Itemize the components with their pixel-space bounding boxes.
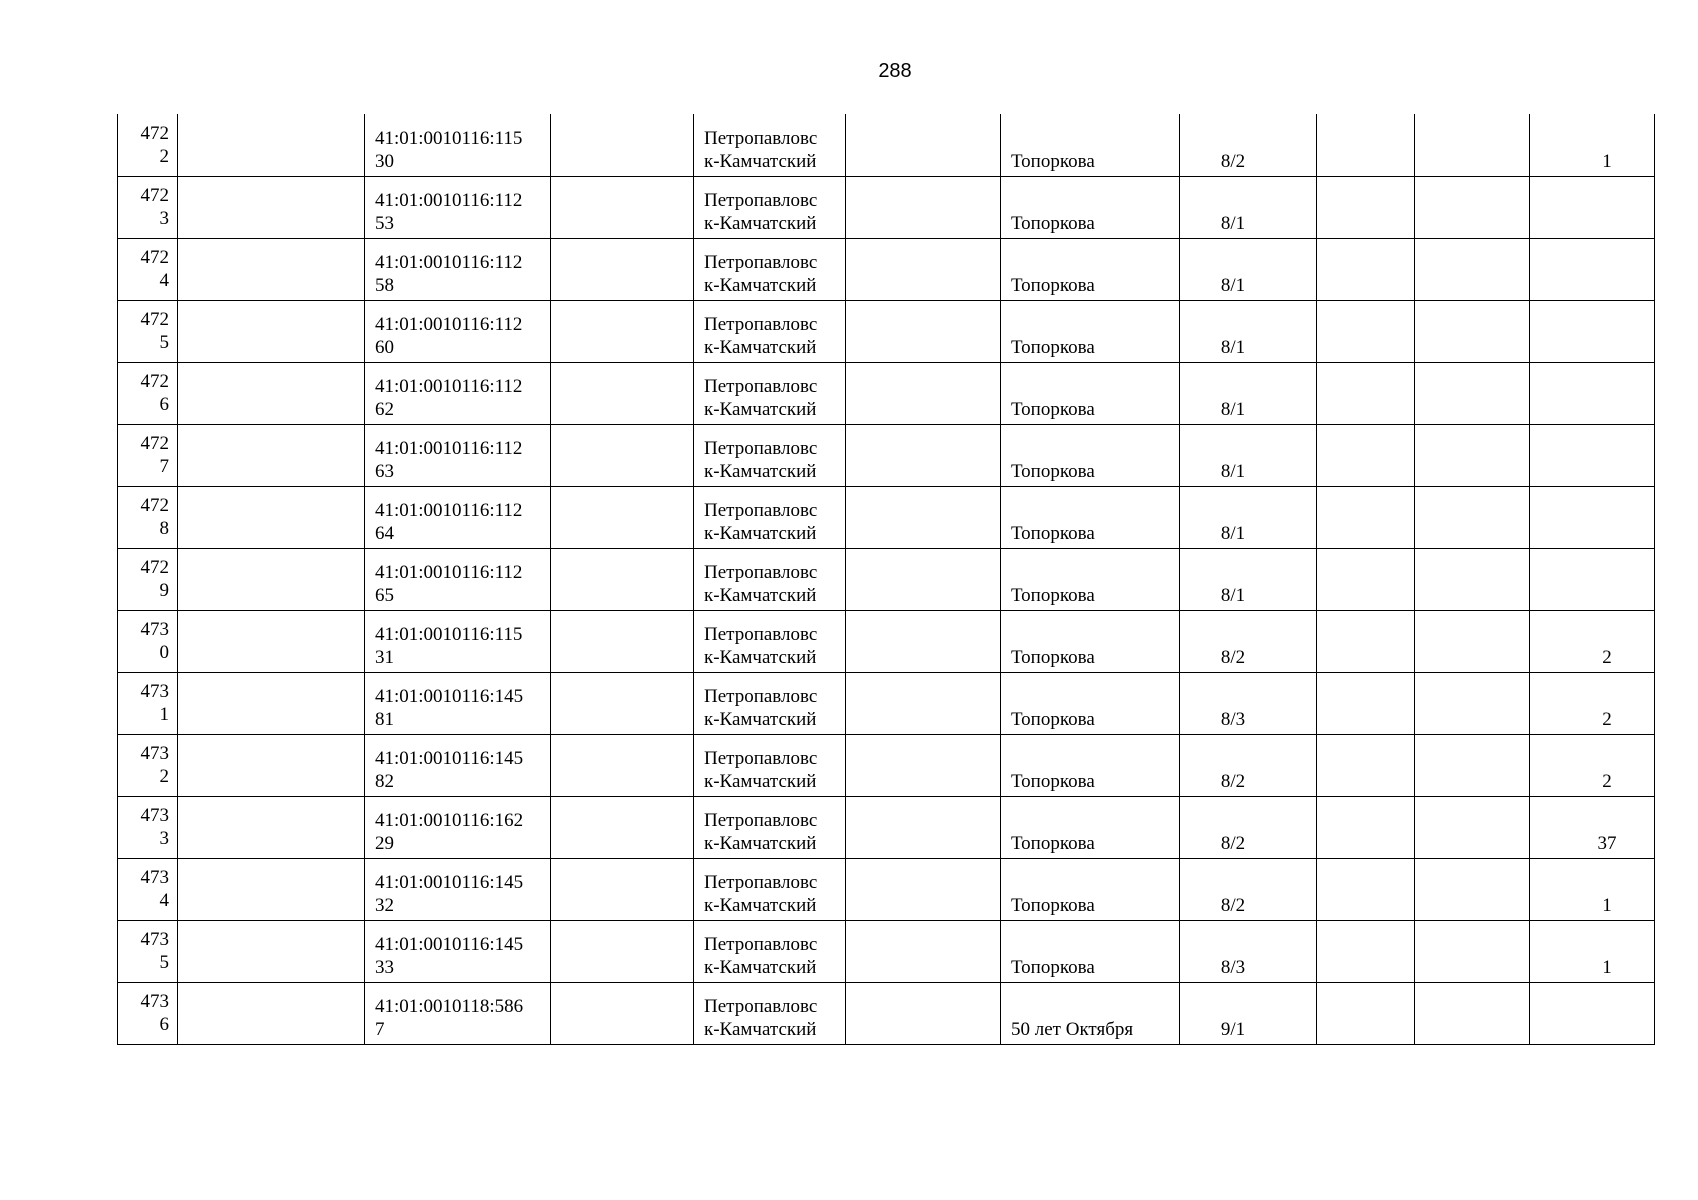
cadastral-number-cell: 41:01:0010116:112 65 <box>365 548 551 610</box>
row-number-cell <box>118 238 178 300</box>
street-cell: Топоркова <box>1001 858 1180 920</box>
row-number: 473 3 <box>140 804 169 849</box>
empty-cell <box>1317 672 1415 734</box>
empty-cell <box>846 858 1001 920</box>
table-row <box>118 362 1655 424</box>
empty-cell <box>846 672 1001 734</box>
empty-cell <box>846 300 1001 362</box>
empty-cell <box>551 424 694 486</box>
table-row <box>118 176 1655 238</box>
empty-cell <box>178 362 365 424</box>
empty-cell <box>178 982 365 1044</box>
table-row <box>118 982 1655 1044</box>
city-cell: Петропавловс к-Камчатский <box>694 486 846 548</box>
house-number-cell: 8/1 <box>1180 300 1317 362</box>
street-cell: Топоркова <box>1001 300 1180 362</box>
empty-cell <box>1317 114 1415 176</box>
city-cell: Петропавловс к-Камчатский <box>694 672 846 734</box>
empty-cell <box>1415 858 1530 920</box>
empty-cell <box>1317 238 1415 300</box>
empty-cell <box>551 114 694 176</box>
quantity-cell <box>1530 176 1655 238</box>
table-row <box>118 920 1655 982</box>
row-number: 472 9 <box>140 556 169 601</box>
quantity-cell: 2 <box>1530 734 1655 796</box>
table-row <box>118 796 1655 858</box>
street-cell: Топоркова <box>1001 114 1180 176</box>
cadastral-number-cell: 41:01:0010116:112 58 <box>365 238 551 300</box>
city-cell: Петропавловс к-Камчатский <box>694 796 846 858</box>
quantity-cell <box>1530 238 1655 300</box>
page-number: 288 <box>878 60 912 82</box>
quantity-cell: 1 <box>1530 858 1655 920</box>
quantity-cell <box>1530 362 1655 424</box>
empty-cell <box>551 610 694 672</box>
quantity-cell: 2 <box>1530 610 1655 672</box>
empty-cell <box>551 362 694 424</box>
empty-cell <box>178 114 365 176</box>
street-cell: Топоркова <box>1001 672 1180 734</box>
empty-cell <box>1415 238 1530 300</box>
house-number-cell: 8/2 <box>1180 734 1317 796</box>
city-cell: Петропавловс к-Камчатский <box>694 858 846 920</box>
house-number-cell: 9/1 <box>1180 982 1317 1044</box>
street-cell: Топоркова <box>1001 796 1180 858</box>
row-number-cell <box>118 858 178 920</box>
empty-cell <box>178 734 365 796</box>
empty-cell <box>551 858 694 920</box>
quantity-cell: 1 <box>1530 920 1655 982</box>
city-cell: Петропавловс к-Камчатский <box>694 238 846 300</box>
empty-cell <box>551 796 694 858</box>
table-row <box>118 672 1655 734</box>
quantity-cell <box>1530 300 1655 362</box>
empty-cell <box>1317 796 1415 858</box>
street-cell: Топоркова <box>1001 548 1180 610</box>
registry-table-body <box>118 114 1655 1044</box>
row-number-cell <box>118 796 178 858</box>
registry-table <box>117 114 1655 1045</box>
empty-cell <box>178 920 365 982</box>
row-number: 473 1 <box>140 680 169 725</box>
quantity-cell: 37 <box>1530 796 1655 858</box>
empty-cell <box>551 176 694 238</box>
empty-cell <box>846 796 1001 858</box>
empty-cell <box>1317 176 1415 238</box>
row-number-cell <box>118 424 178 486</box>
city-cell: Петропавловс к-Камчатский <box>694 424 846 486</box>
empty-cell <box>1415 424 1530 486</box>
row-number-cell <box>118 362 178 424</box>
quantity-cell <box>1530 548 1655 610</box>
house-number-cell: 8/3 <box>1180 672 1317 734</box>
row-number: 473 2 <box>140 742 169 787</box>
cadastral-number-cell: 41:01:0010116:112 53 <box>365 176 551 238</box>
empty-cell <box>1317 486 1415 548</box>
empty-cell <box>1317 982 1415 1044</box>
street-cell: 50 лет Октября <box>1001 982 1180 1044</box>
empty-cell <box>1317 300 1415 362</box>
empty-cell <box>1415 920 1530 982</box>
empty-cell <box>1415 548 1530 610</box>
city-cell: Петропавловс к-Камчатский <box>694 982 846 1044</box>
house-number-cell: 8/1 <box>1180 362 1317 424</box>
empty-cell <box>178 796 365 858</box>
quantity-cell: 1 <box>1530 114 1655 176</box>
empty-cell <box>846 610 1001 672</box>
quantity-cell <box>1530 424 1655 486</box>
empty-cell <box>1317 858 1415 920</box>
row-number-cell <box>118 486 178 548</box>
city-cell: Петропавловс к-Камчатский <box>694 734 846 796</box>
empty-cell <box>846 486 1001 548</box>
table-row <box>118 238 1655 300</box>
cadastral-number-cell: 41:01:0010116:145 32 <box>365 858 551 920</box>
table-row <box>118 858 1655 920</box>
row-number: 472 7 <box>140 432 169 477</box>
row-number-cell <box>118 114 178 176</box>
empty-cell <box>1415 300 1530 362</box>
empty-cell <box>178 300 365 362</box>
city-cell: Петропавловс к-Камчатский <box>694 176 846 238</box>
empty-cell <box>551 982 694 1044</box>
row-number-cell <box>118 610 178 672</box>
empty-cell <box>551 486 694 548</box>
row-number-cell <box>118 300 178 362</box>
street-cell: Топоркова <box>1001 424 1180 486</box>
row-number: 472 3 <box>140 184 169 229</box>
empty-cell <box>551 300 694 362</box>
cadastral-number-cell: 41:01:0010116:112 64 <box>365 486 551 548</box>
house-number-cell: 8/1 <box>1180 424 1317 486</box>
empty-cell <box>551 920 694 982</box>
empty-cell <box>1317 610 1415 672</box>
empty-cell <box>1317 548 1415 610</box>
empty-cell <box>846 424 1001 486</box>
row-number: 473 5 <box>140 928 169 973</box>
empty-cell <box>1415 734 1530 796</box>
empty-cell <box>178 548 365 610</box>
empty-cell <box>1317 920 1415 982</box>
cadastral-number-cell: 41:01:0010116:115 30 <box>365 114 551 176</box>
empty-cell <box>846 734 1001 796</box>
empty-cell <box>551 734 694 796</box>
row-number: 473 6 <box>140 990 169 1035</box>
empty-cell <box>846 362 1001 424</box>
empty-cell <box>846 920 1001 982</box>
city-cell: Петропавловс к-Камчатский <box>694 548 846 610</box>
empty-cell <box>846 982 1001 1044</box>
house-number-cell: 8/1 <box>1180 548 1317 610</box>
street-cell: Топоркова <box>1001 238 1180 300</box>
street-cell: Топоркова <box>1001 610 1180 672</box>
row-number: 473 0 <box>140 618 169 663</box>
empty-cell <box>846 548 1001 610</box>
row-number: 472 6 <box>140 370 169 415</box>
empty-cell <box>1415 362 1530 424</box>
house-number-cell: 8/2 <box>1180 858 1317 920</box>
empty-cell <box>1317 424 1415 486</box>
empty-cell <box>551 238 694 300</box>
cadastral-number-cell: 41:01:0010116:145 33 <box>365 920 551 982</box>
empty-cell <box>178 610 365 672</box>
table-row <box>118 610 1655 672</box>
empty-cell <box>1317 734 1415 796</box>
city-cell: Петропавловс к-Камчатский <box>694 362 846 424</box>
empty-cell <box>1317 362 1415 424</box>
cadastral-number-cell: 41:01:0010116:145 81 <box>365 672 551 734</box>
empty-cell <box>1415 176 1530 238</box>
empty-cell <box>551 672 694 734</box>
city-cell: Петропавловс к-Камчатский <box>694 610 846 672</box>
house-number-cell: 8/2 <box>1180 114 1317 176</box>
house-number-cell: 8/3 <box>1180 920 1317 982</box>
table-row <box>118 486 1655 548</box>
city-cell: Петропавловс к-Камчатский <box>694 300 846 362</box>
row-number-cell <box>118 734 178 796</box>
cadastral-number-cell: 41:01:0010118:586 7 <box>365 982 551 1044</box>
empty-cell <box>551 548 694 610</box>
empty-cell <box>178 424 365 486</box>
row-number: 473 4 <box>140 866 169 911</box>
street-cell: Топоркова <box>1001 920 1180 982</box>
cadastral-number-cell: 41:01:0010116:112 62 <box>365 362 551 424</box>
table-row <box>118 300 1655 362</box>
row-number: 472 8 <box>140 494 169 539</box>
cadastral-number-cell: 41:01:0010116:145 82 <box>365 734 551 796</box>
quantity-cell <box>1530 486 1655 548</box>
street-cell: Топоркова <box>1001 486 1180 548</box>
empty-cell <box>1415 486 1530 548</box>
empty-cell <box>178 486 365 548</box>
city-cell: Петропавловс к-Камчатский <box>694 114 846 176</box>
street-cell: Топоркова <box>1001 362 1180 424</box>
row-number: 472 4 <box>140 246 169 291</box>
row-number-cell <box>118 672 178 734</box>
cadastral-number-cell: 41:01:0010116:112 60 <box>365 300 551 362</box>
empty-cell <box>178 672 365 734</box>
empty-cell <box>846 114 1001 176</box>
cadastral-number-cell: 41:01:0010116:112 63 <box>365 424 551 486</box>
empty-cell <box>1415 672 1530 734</box>
house-number-cell: 8/2 <box>1180 796 1317 858</box>
row-number: 472 2 <box>140 122 169 167</box>
empty-cell <box>846 238 1001 300</box>
table-row <box>118 114 1655 176</box>
row-number-cell <box>118 982 178 1044</box>
cadastral-number-cell: 41:01:0010116:162 29 <box>365 796 551 858</box>
row-number-cell <box>118 176 178 238</box>
empty-cell <box>1415 796 1530 858</box>
quantity-cell: 2 <box>1530 672 1655 734</box>
house-number-cell: 8/1 <box>1180 176 1317 238</box>
street-cell: Топоркова <box>1001 734 1180 796</box>
house-number-cell: 8/2 <box>1180 610 1317 672</box>
row-number-cell <box>118 548 178 610</box>
house-number-cell: 8/1 <box>1180 238 1317 300</box>
empty-cell <box>1415 610 1530 672</box>
cadastral-number-cell: 41:01:0010116:115 31 <box>365 610 551 672</box>
row-number: 472 5 <box>140 308 169 353</box>
empty-cell <box>1415 114 1530 176</box>
empty-cell <box>178 176 365 238</box>
street-cell: Топоркова <box>1001 176 1180 238</box>
table-row <box>118 424 1655 486</box>
house-number-cell: 8/1 <box>1180 486 1317 548</box>
city-cell: Петропавловс к-Камчатский <box>694 920 846 982</box>
table-row <box>118 548 1655 610</box>
quantity-cell <box>1530 982 1655 1044</box>
empty-cell <box>178 238 365 300</box>
empty-cell <box>846 176 1001 238</box>
empty-cell <box>178 858 365 920</box>
table-row <box>118 734 1655 796</box>
row-number-cell <box>118 920 178 982</box>
empty-cell <box>1415 982 1530 1044</box>
